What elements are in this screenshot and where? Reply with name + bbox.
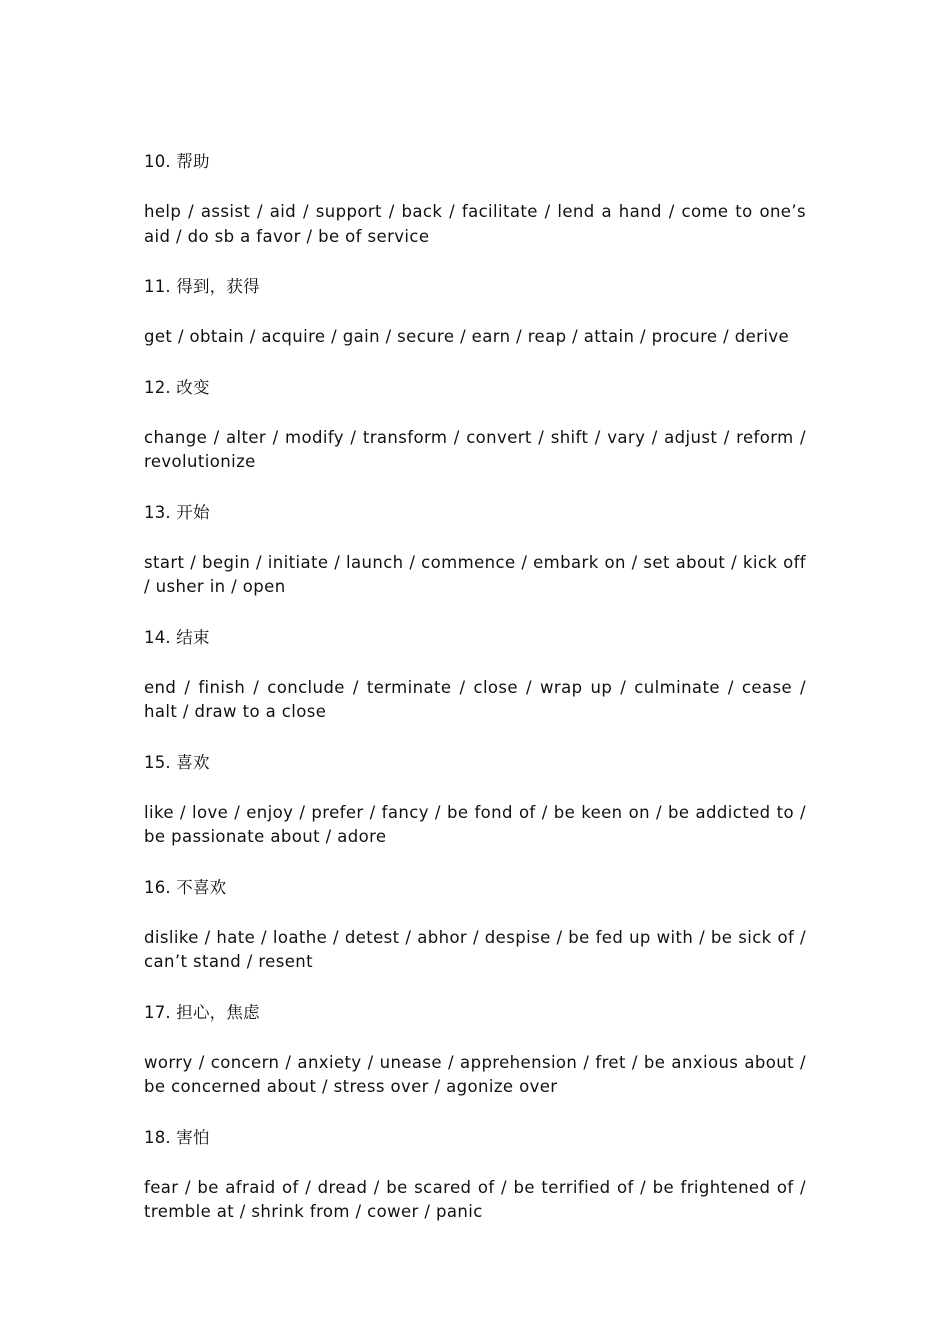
entry-synonyms: worry / concern / anxiety / unease / apprehension / fret / be anxious about / be concerned about / stress over / agonize over — [144, 1052, 806, 1096]
entry-synonyms: help / assist / aid / support / back / facilitate / lend a hand / come to one’s aid / do sb a favor / be of service — [144, 202, 806, 246]
entry-end — [144, 626, 806, 725]
entry-synonyms: start / begin / initiate / launch / commence / embark on / set about / kick off / usher in / open — [144, 552, 806, 596]
entry-help — [144, 150, 806, 249]
entry-change — [144, 376, 806, 475]
entry-heading: 11. 得到，获得 — [144, 277, 260, 296]
entry-synonyms: dislike / hate / loathe / detest / abhor / despise / be fed up with / be sick of / can’t stand / resent — [144, 927, 806, 971]
entry-heading: 15. 喜欢 — [144, 752, 210, 772]
entry-synonyms: end / finish / conclude / terminate / close / wrap up / culminate / cease / halt / draw to a close — [144, 677, 806, 721]
entry-heading: 12. 改变 — [144, 377, 210, 397]
entry-synonyms: fear / be afraid of / dread / be scared of / be terrified of / be frightened of / tremble at / shrink from / cower / panic — [144, 1177, 806, 1221]
entry-heading: 16. 不喜欢 — [144, 877, 227, 897]
entry-heading: 18. 害怕 — [144, 1127, 210, 1147]
entry-heading: 14. 结束 — [144, 627, 210, 647]
entry-like — [144, 751, 806, 850]
entry-dislike — [144, 876, 806, 975]
entry-fear — [144, 1126, 806, 1225]
entry-heading: 17. 担心，焦虑 — [144, 1002, 260, 1022]
entry-start — [144, 501, 806, 600]
vocabulary-list — [144, 150, 806, 1251]
entry-synonyms: change / alter / modify / transform / convert / shift / vary / adjust / reform / revolutionize — [144, 427, 806, 471]
entry-heading: 10. 帮助 — [144, 152, 210, 171]
entry-synonyms: like / love / enjoy / prefer / fancy / be fond of / be keen on / be addicted to / be passionate about / adore — [144, 802, 806, 846]
entry-get — [144, 275, 806, 350]
entry-worry — [144, 1001, 806, 1100]
entry-synonyms: get / obtain / acquire / gain / secure / earn / reap / attain / procure / derive — [144, 327, 790, 346]
entry-heading: 13. 开始 — [144, 502, 210, 522]
